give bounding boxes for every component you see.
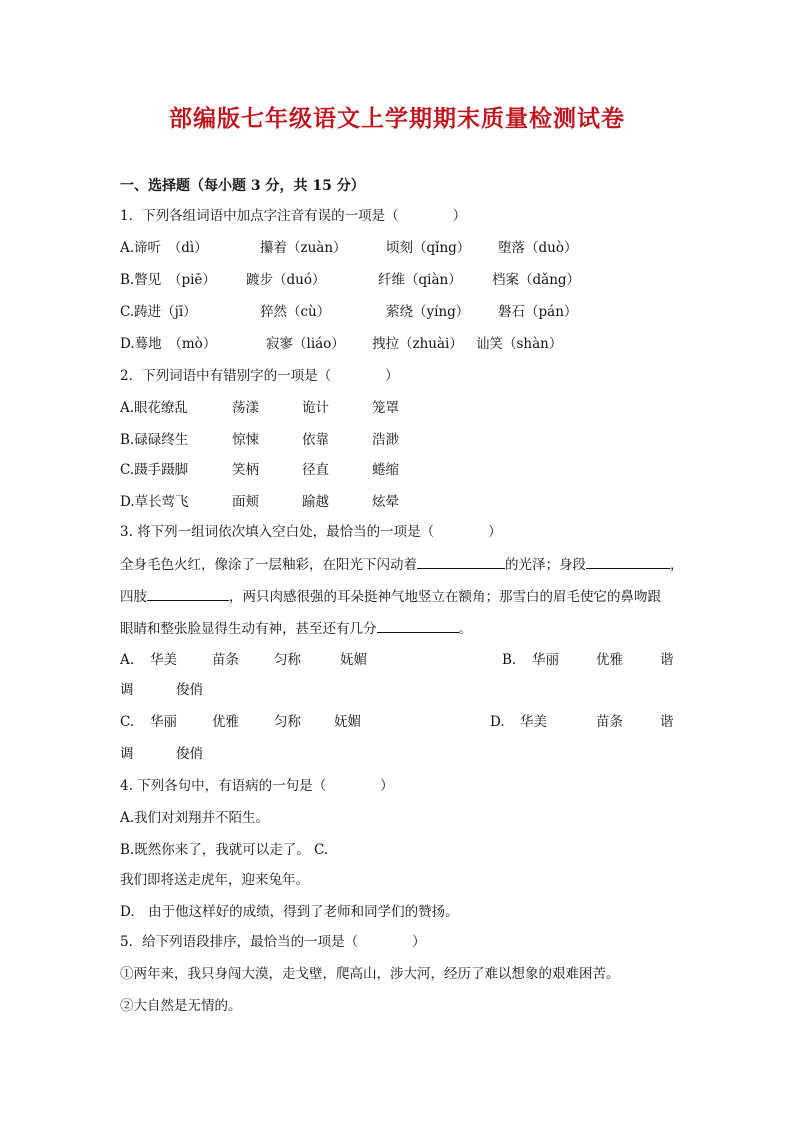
q2-b-2: 惊悚 bbox=[232, 432, 259, 448]
q4-option-b: B.既然你来了，我就可以走了。 C. bbox=[120, 842, 329, 858]
q1-c-4: 磐石（pán） bbox=[498, 304, 578, 320]
q1-d-4: 讪笑（shàn） bbox=[476, 336, 563, 352]
question-4-stem: 4. 下列各句中，有语病的一句是（ ） bbox=[120, 778, 394, 794]
q1-b-3: 纤维（qiàn） bbox=[378, 272, 462, 288]
q3-opt-b-wrap-1: 调 bbox=[120, 682, 134, 698]
q1-d-1: D.蓦地 （mò） bbox=[120, 336, 217, 352]
q3-opt-a-1: 华美 bbox=[150, 652, 177, 668]
q1-a-4: 堕落（duò） bbox=[498, 240, 578, 256]
q2-c-3: 径直 bbox=[302, 462, 329, 478]
q3-p2-text-a: 四肢 bbox=[120, 589, 147, 605]
q1-a-1: A.谛听 （dì） bbox=[120, 240, 208, 256]
answer-blank-3 bbox=[147, 586, 229, 601]
q2-a-2: 荡漾 bbox=[232, 400, 259, 416]
q1-d-2: 寂寥（liáo） bbox=[266, 336, 345, 352]
q3-opt-c-3: 匀称 bbox=[274, 714, 301, 730]
q3-p1-text-c: ， bbox=[670, 557, 684, 573]
q3-opt-c-4: 妩媚 bbox=[334, 714, 361, 730]
answer-blank-1 bbox=[417, 554, 505, 569]
question-5-stem: 5．给下列语段排序，最恰当的一项是（ ） bbox=[120, 934, 426, 950]
q1-b-2: 踱步（duó） bbox=[246, 272, 326, 288]
q3-opt-d-2: 苗条 bbox=[596, 714, 623, 730]
page-title: 部编版七年级语文上学期期末质量检测试卷 bbox=[169, 105, 625, 132]
q2-a-1: A.眼花缭乱 bbox=[120, 400, 189, 416]
q4-option-d: D. 由于他这样好的成绩，得到了老师和同学们的赞扬。 bbox=[120, 904, 459, 920]
q2-c-1: C.蹑手蹑脚 bbox=[120, 462, 189, 478]
q1-a-3: 顷刻（qǐng） bbox=[386, 240, 471, 256]
q3-opt-b-1: 华丽 bbox=[532, 652, 559, 668]
answer-blank-2 bbox=[586, 554, 670, 569]
q3-opt-d-label: D. bbox=[490, 714, 505, 730]
q3-passage-line-3 bbox=[120, 618, 472, 639]
q1-b-4: 档案（dǎng） bbox=[492, 272, 581, 288]
section-heading: 一、选择题（每小题 3 分，共 15 分） bbox=[120, 178, 365, 194]
q1-c-3: 萦绕（yíng） bbox=[386, 304, 470, 320]
q2-b-4: 浩渺 bbox=[372, 432, 399, 448]
q3-opt-a-label: A. bbox=[120, 652, 135, 668]
q3-opt-a-2: 苗条 bbox=[212, 652, 239, 668]
q3-passage-line-1 bbox=[120, 554, 684, 575]
q2-a-3: 诡计 bbox=[302, 400, 329, 416]
q3-opt-d-wrap-2: 俊俏 bbox=[176, 746, 203, 762]
q3-opt-b-2: 优雅 bbox=[596, 652, 623, 668]
q2-a-4: 笼罩 bbox=[372, 400, 399, 416]
answer-blank-4 bbox=[377, 618, 459, 633]
question-1-stem: 1．下列各组词语中加点字注音有误的一项是（ ） bbox=[120, 208, 467, 224]
q3-opt-d-3: 谐 bbox=[660, 714, 674, 730]
q3-opt-a-3: 匀称 bbox=[274, 652, 301, 668]
q2-b-3: 依靠 bbox=[302, 432, 329, 448]
q2-b-1: B.碌碌终生 bbox=[120, 432, 189, 448]
q1-d-3: 拽拉（zhuài） bbox=[372, 336, 463, 352]
q3-p3-text: 眼睛和整张脸显得生动有神，甚至还有几分 bbox=[120, 621, 377, 637]
q3-opt-a-4: 妩媚 bbox=[340, 652, 367, 668]
q3-passage-line-2 bbox=[120, 586, 661, 607]
q2-d-1: D.草长莺飞 bbox=[120, 494, 189, 510]
q3-p2-text-b: ，两只肉感很强的耳朵挺神气地竖立在额角；那雪白的眉毛使它的鼻吻跟 bbox=[229, 589, 661, 605]
q3-opt-d-wrap-1: 调 bbox=[120, 746, 134, 762]
q2-d-2: 面颊 bbox=[232, 494, 259, 510]
q3-opt-c-1: 华丽 bbox=[150, 714, 177, 730]
q2-d-4: 炫晕 bbox=[372, 494, 399, 510]
q3-opt-b-label: B. bbox=[502, 652, 517, 668]
q3-opt-c-label: C. bbox=[120, 714, 135, 730]
q5-sentence-2: ②大自然是无情的。 bbox=[120, 998, 242, 1014]
q3-p3-end: 。 bbox=[458, 621, 472, 637]
q3-opt-c-2: 优雅 bbox=[212, 714, 239, 730]
q1-b-1: B.瞥见 （piē） bbox=[120, 272, 216, 288]
question-2-stem: 2．下列词语中有错别字的一项是（ ） bbox=[120, 368, 399, 384]
q1-c-2: 猝然（cù） bbox=[260, 304, 331, 320]
q3-opt-b-wrap-2: 俊俏 bbox=[176, 682, 203, 698]
q3-p1-text-a: 全身毛色火红，像涂了一层釉彩，在阳光下闪动着 bbox=[120, 557, 417, 573]
q5-sentence-1: ①两年来，我只身闯大漠，走戈壁，爬高山，涉大河，经历了难以想象的艰难困苦。 bbox=[120, 966, 620, 982]
q3-p1-text-b: 的光泽；身段 bbox=[505, 557, 586, 573]
q2-c-2: 笑柄 bbox=[232, 462, 259, 478]
q2-c-4: 蜷缩 bbox=[372, 462, 399, 478]
q1-c-1: C.踌进（jī） bbox=[120, 304, 197, 320]
question-3-stem: 3. 将下列一组词依次填入空白处，最恰当的一项是（ ） bbox=[120, 524, 502, 540]
q3-opt-b-3: 谐 bbox=[660, 652, 674, 668]
q3-opt-d-1: 华美 bbox=[520, 714, 547, 730]
q2-d-3: 踰越 bbox=[302, 494, 329, 510]
q4-option-a: A.我们对刘翔并不陌生。 bbox=[120, 810, 270, 826]
q1-a-2: 攥着（zuàn） bbox=[260, 240, 347, 256]
q4-option-c: 我们即将送走虎年，迎来兔年。 bbox=[120, 872, 309, 888]
